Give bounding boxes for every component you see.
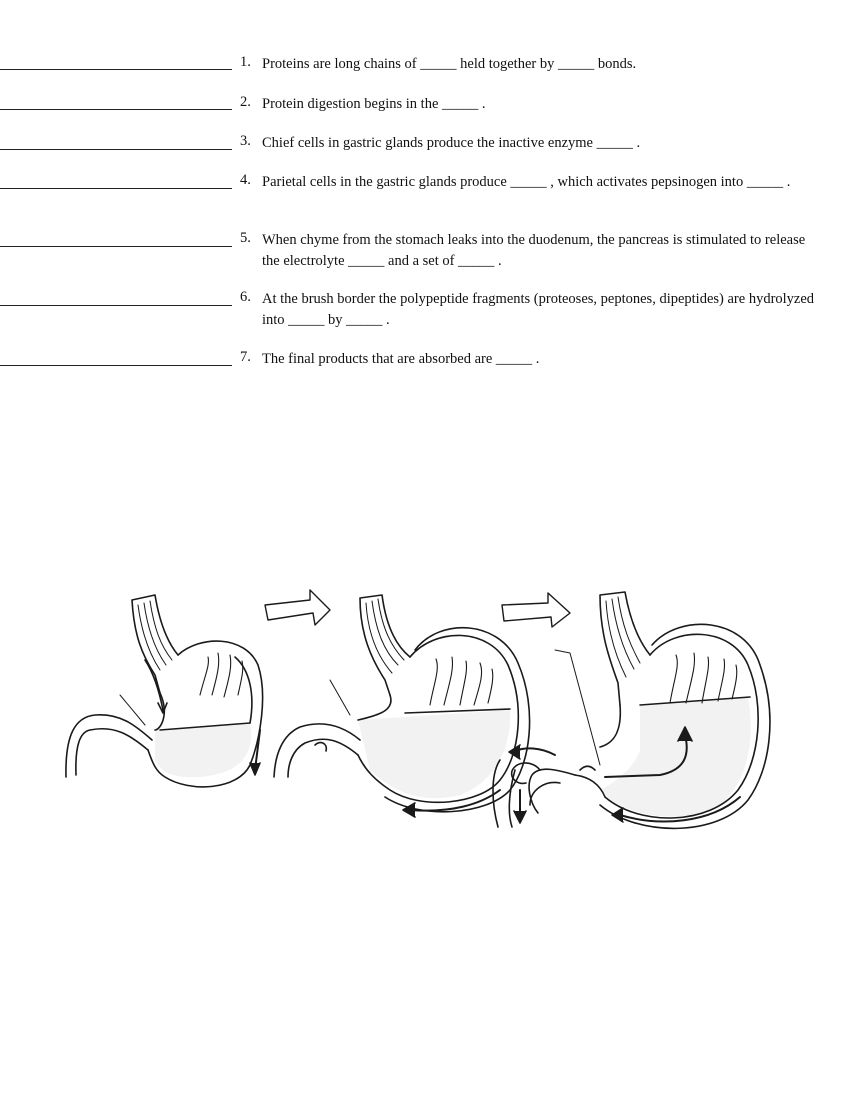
- answer-blank-line[interactable]: [0, 69, 232, 70]
- question-2: [0, 90, 850, 130]
- answer-blank-line[interactable]: [0, 149, 232, 150]
- question-1: [0, 50, 850, 90]
- duodenum: [66, 715, 152, 777]
- stage-arrow-2: [502, 593, 570, 627]
- answer-blank-line[interactable]: [0, 365, 232, 366]
- pointer-line: [555, 650, 600, 765]
- stomach-fluid: [155, 723, 251, 777]
- question-7: [0, 345, 850, 385]
- answer-blank-line[interactable]: [0, 109, 232, 110]
- gastric-folds: [670, 653, 737, 703]
- arrow-outflow-head: [250, 763, 260, 775]
- duodenum: [529, 769, 575, 813]
- question-number: 4.: [240, 172, 251, 188]
- stomach-stage-2: [274, 595, 530, 817]
- question-number: 6.: [240, 289, 251, 305]
- stomach-fluid: [358, 710, 510, 798]
- question-6: [0, 285, 850, 328]
- pylorus-bulb: [315, 743, 326, 751]
- question-text: Parietal cells in the gastric glands produce _____ , which activates pepsinogen into _____ .: [262, 174, 791, 190]
- esophagus: [360, 595, 410, 695]
- stomach-inner-wall: [358, 695, 391, 720]
- question-number: 3.: [240, 133, 251, 149]
- stomach-stage-1: [66, 595, 263, 787]
- question-text: When chyme from the stomach leaks into the duodenum, the pancreas is stimulated to release the electrolyte _____ and a set of _____ .: [262, 232, 806, 269]
- answer-blank-line[interactable]: [0, 188, 232, 189]
- arrow-reflux: [580, 766, 595, 770]
- answer-blank-line[interactable]: [0, 305, 232, 306]
- gastric-folds: [430, 657, 493, 705]
- stomach-fluid: [600, 697, 751, 817]
- question-5: [0, 226, 850, 269]
- question-4: [0, 168, 850, 208]
- question-text: Proteins are long chains of _____ held together by _____ bonds.: [262, 56, 637, 72]
- answer-blank-line[interactable]: [0, 246, 232, 247]
- question-text: Protein digestion begins in the _____ .: [262, 96, 486, 112]
- question-3: [0, 129, 850, 169]
- question-text: The final products that are absorbed are _____ .: [262, 351, 540, 367]
- arrow-outflow-head: [403, 803, 415, 817]
- question-text: At the brush border the polypeptide fragments (proteoses, peptones, dipeptides) are hydrolyzed into _____ by _____ .: [262, 291, 815, 328]
- question-number: 7.: [240, 349, 251, 365]
- question-number: 5.: [240, 230, 251, 246]
- stomach-digestion-diagram: [60, 565, 780, 835]
- duodenum: [274, 724, 360, 777]
- stomach-inner-wall: [155, 657, 252, 730]
- gastric-folds: [200, 653, 243, 697]
- arrow-duodenum: [515, 748, 555, 755]
- stage-arrow-1: [265, 590, 330, 625]
- arrow-down-head: [514, 811, 526, 823]
- arrow-outflow-head: [612, 808, 623, 822]
- question-text: Chief cells in gastric glands produce the inactive enzyme _____ .: [262, 135, 641, 151]
- question-number: 2.: [240, 94, 251, 110]
- duodenum-bulb: [512, 763, 540, 783]
- pointer-line: [330, 680, 350, 715]
- esophagus: [600, 592, 650, 705]
- question-number: 1.: [240, 54, 251, 70]
- stomach-stage-3: [493, 592, 770, 828]
